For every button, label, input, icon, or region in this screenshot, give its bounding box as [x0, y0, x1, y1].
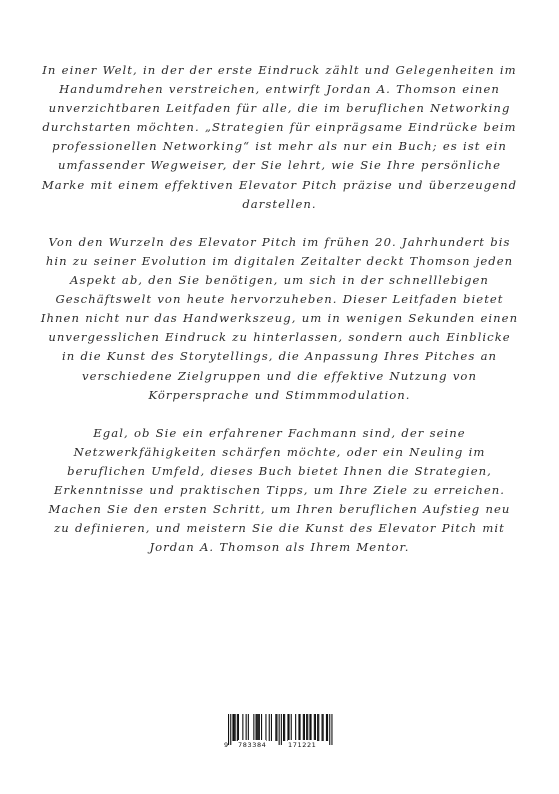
- barcode-bar: [265, 714, 266, 741]
- barcode-bar: [256, 714, 257, 741]
- barcode-bar: [327, 714, 328, 741]
- barcode-bar: [283, 714, 284, 741]
- barcode-bar: [291, 714, 292, 741]
- blurb-paragraph-3: Egal, ob Sie ein erfahrener Fachmann sind, der seine Netzwerkfähigkeiten schärfen möchte, oder ein Neuling im beruflichen Umfeld, dieses Buch bietet Ihnen die Strategien, Erkenntnisse und praktischen Tipps, um Ihre Ziele zu erreichen. Machen Sie den ersten Schritt, um Ihren beruflichen Aufstieg neu zu definieren, und meistern Sie die Kunst des Elevator Pitch mit Jordan A. Thomson als Ihrem Mentor.: [48, 425, 511, 555]
- barcode-bar: [232, 714, 233, 741]
- barcode-bar: [238, 714, 239, 741]
- barcode-bar: [276, 714, 277, 741]
- barcode-bar: [323, 714, 324, 741]
- barcode-bar: [284, 714, 285, 741]
- barcode-bar: [326, 714, 327, 741]
- barcode-bar: [237, 714, 238, 741]
- barcode-bar: [271, 714, 272, 741]
- barcode-bar: [309, 714, 310, 741]
- barcode-bar: [261, 714, 262, 741]
- barcode-bar: [253, 714, 254, 741]
- barcode-digits: [222, 740, 336, 750]
- barcode-bar: [259, 714, 260, 741]
- barcode-bar: [234, 714, 235, 741]
- barcode-first-digit: 9: [224, 741, 229, 749]
- barcode-bar: [306, 714, 307, 741]
- barcode-right-digits: 171221: [288, 741, 317, 749]
- barcode-bar: [289, 714, 290, 741]
- barcode-bar: [311, 714, 312, 741]
- barcode-bar: [235, 714, 236, 741]
- barcode-bar: [322, 714, 323, 741]
- barcode-bar: [269, 714, 270, 741]
- barcode-bar: [248, 714, 249, 741]
- barcode-bar: [242, 714, 243, 741]
- barcode-bar: [307, 714, 308, 741]
- blurb-paragraph-1: In einer Welt, in der der erste Eindruck zählt und Gelegenheiten im Handumdrehen verstreichen, entwirft Jordan A. Thomson einen unverzichtbaren Leitfaden für alle, die im beruflichen Networking durchstarten möchten. „Strategien für einprägsame Eindrücke beim professionellen Networking“ ist mehr als nur ein Buch; es ist ein umfassender Wegweiser, der Sie lehrt, wie Sie Ihre persönliche Marke mit einem effektiven Elevator Pitch präzise und überzeugend darstellen.: [41, 63, 518, 211]
- blurb-text: [40, 61, 519, 577]
- barcode-bar: [298, 714, 299, 741]
- barcode-bar: [317, 714, 318, 741]
- barcode-bar: [257, 714, 258, 741]
- barcode-bar: [275, 714, 276, 741]
- isbn-barcode: [222, 712, 336, 752]
- barcode-bar: [303, 714, 304, 741]
- barcode-bar: [300, 714, 301, 741]
- barcode-left-digits: 783384: [238, 741, 267, 749]
- barcode-bar: [258, 714, 259, 741]
- barcode-bar: [287, 714, 288, 741]
- barcode-bar: [314, 714, 315, 741]
- barcode-bar: [315, 714, 316, 741]
- blurb-paragraph-2: Von den Wurzeln des Elevator Pitch im frühen 20. Jahrhundert bis hin zu seiner Evolution im digitalen Zeitalter deckt Thomson jeden Aspekt ab, den Sie benötigen, um sich in der schnelllebigen Geschäftswelt von heute hervorzuheben. Dieser Leitfaden bietet Ihnen nicht nur das Handwerkszeug, um in wenigen Sekunden einen unvergesslichen Eindruck zu hinterlassen, sondern auch Einblicke in die Kunst des Storytellings, die Anpassung Ihres Pitches an verschiedene Zielgruppen und die effektive Nutzung von Körpersprache und Stimmmodulation.: [40, 234, 519, 402]
- barcode-bar: [318, 714, 319, 741]
- barcode-bar: [246, 714, 247, 741]
- barcode-bar: [295, 714, 296, 741]
- barcode-bar: [304, 714, 305, 741]
